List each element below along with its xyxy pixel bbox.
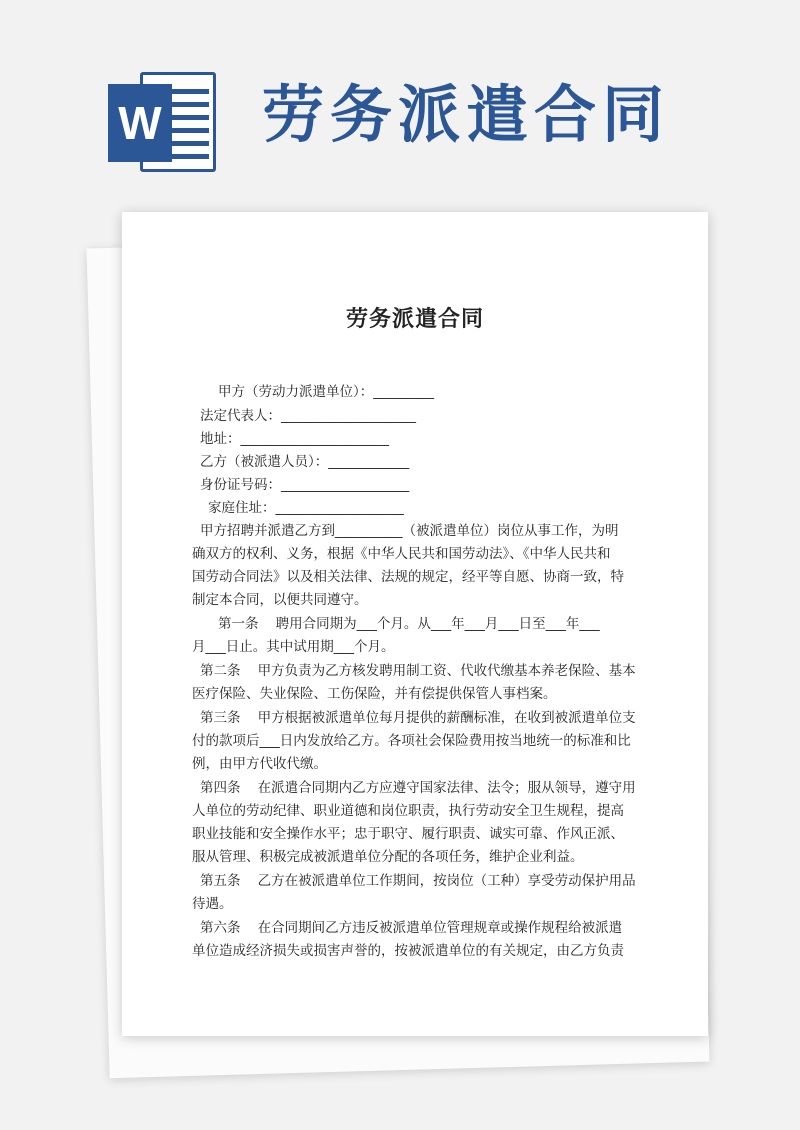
article-4-line: 人单位的劳动纪律、职业道德和岗位职责，执行劳动安全卫生规程，提高 bbox=[192, 803, 624, 819]
preamble-line: 确双方的权利、义务，根据《中华人民共和国劳动法》、《中华人民共和 bbox=[192, 546, 611, 562]
article-2-line: 医疗保险、失业保险、工伤保险，并有偿提供保管人事档案。 bbox=[192, 686, 557, 702]
legal-representative-line: 法定代表人：____________________ bbox=[200, 408, 416, 424]
article-4-line: 职业技能和安全操作水平；忠于职守、履行职责、诚实可靠、作风正派、 bbox=[192, 826, 624, 842]
party-a-line: 甲方（劳动力派遣单位）：_________ bbox=[218, 384, 434, 400]
article-5-line: 待遇。 bbox=[192, 896, 233, 912]
banner-title: 劳务派遣合同 bbox=[262, 78, 671, 151]
article-2-line: 第二条 甲方负责为乙方核发聘用制工资、代收代缴基本养老保险、基本 bbox=[200, 663, 636, 679]
word-document-icon bbox=[108, 72, 216, 172]
banner bbox=[0, 0, 800, 200]
article-1-line: 月___日止。其中试用期___个月。 bbox=[192, 639, 395, 655]
word-icon-letter: W bbox=[108, 84, 172, 162]
document-page bbox=[122, 212, 708, 1036]
home-address-line: 家庭住址：___________________ bbox=[208, 500, 404, 516]
preamble-line: 制定本合同，以便共同遵守。 bbox=[192, 592, 368, 608]
address-line: 地址：______________________ bbox=[200, 431, 389, 447]
article-1-line: 第一条 聘用合同期为___个月。从___年___月___日至___年___ bbox=[218, 616, 600, 632]
party-b-line: 乙方（被派遣人员）：____________ bbox=[200, 454, 410, 470]
preamble-line: 甲方招聘并派遣乙方到__________（被派遣单位）岗位从事工作，为明 bbox=[200, 523, 619, 539]
article-3-line: 例，由甲方代收代缴。 bbox=[192, 756, 327, 772]
article-4-line: 第四条 在派遣合同期内乙方应遵守国家法律、法令；服从领导，遵守用 bbox=[200, 780, 636, 796]
article-6-line: 第六条 在合同期间乙方违反被派遣单位管理规章或操作规程给被派遣 bbox=[200, 920, 623, 936]
preamble-line: 国劳动合同法》以及相关法律、法规的规定，经平等自愿、协商一致，特 bbox=[192, 569, 624, 585]
document-title: 劳务派遣合同 bbox=[345, 307, 484, 332]
id-number-line: 身份证号码：___________________ bbox=[200, 477, 410, 493]
article-5-line: 第五条 乙方在被派遣单位工作期间，按岗位（工种）享受劳动保护用品 bbox=[200, 873, 636, 889]
article-3-line: 付的款项后___日内发放给乙方。各项社会保险费用按当地统一的标准和比 bbox=[192, 733, 631, 749]
article-6-line: 单位造成经济损失或损害声誉的，按被派遣单位的有关规定，由乙方负责 bbox=[192, 943, 624, 959]
article-3-line: 第三条 甲方根据被派遣单位每月提供的薪酬标准，在收到被派遣单位支 bbox=[200, 710, 636, 726]
article-4-line: 服从管理、积极完成被派遣单位分配的各项任务，维护企业利益。 bbox=[192, 849, 584, 865]
